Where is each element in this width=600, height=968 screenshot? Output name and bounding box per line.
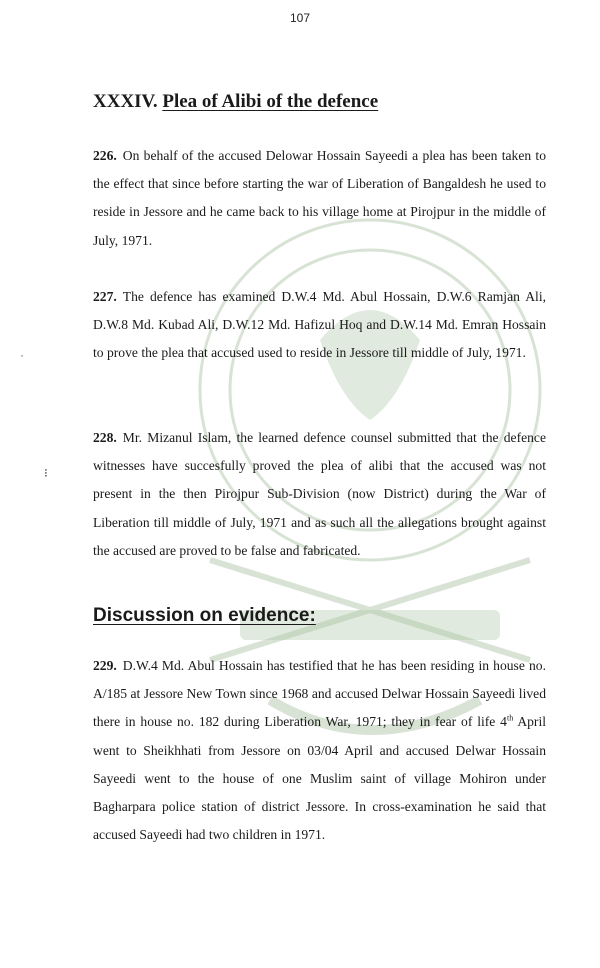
paragraph-number: 228. [93, 430, 117, 445]
paragraph-number: 226. [93, 148, 117, 163]
paragraph-227 [93, 283, 546, 368]
superscript: th [506, 713, 514, 723]
section-roman: XXXIV. [93, 91, 158, 112]
discussion-heading: Discussion on evidence: [93, 605, 316, 626]
scan-mark: ⁝ [44, 466, 48, 480]
page-number: 107 [289, 11, 311, 25]
scan-mark: ˙ [20, 352, 24, 366]
paragraph-text: The defence has examined D.W.4 Md. Abul Hossain, D.W.6 Ramjan Ali, D.W.8 Md. Kubad Ali, D.W.12 Md. Hafizul Hoq and D.W.14 Md. Emran Hossain to prove the plea that accused used to reside in Jessore till middle of July, 1971. [93, 289, 546, 361]
paragraph-text: D.W.4 Md. Abul Hossain has testified that he has been residing in house no. A/185 at Jessore New Town since 1968 and accused Delwar Hossain Sayeedi lived there in house no. 182 during Liberation War, 1971; they in fear of life 4 [93, 658, 546, 730]
paragraph-number: 227. [93, 289, 117, 304]
paragraph-text: Mr. Mizanul Islam, the learned defence counsel submitted that the defence witnesses have succesfully proved the plea of alibi that the accused was not present in the then Pirojpur Sub-Division (now District) during the War of Liberation till middle of July, 1971 and as such all the allegations brought against the accused are proved to be false and fabricated. [93, 430, 546, 558]
paragraph-text-cont: April went to Sheikhhati from Jessore on 03/04 April and accused Delwar Hossain Sayeedi went to the house of one Muslim saint of village Mohiron under Bagharpara police station of district Jessore. In cross-examination he said that accused Sayeedi had two children in 1971. [93, 714, 547, 843]
paragraph-number: 229. [93, 658, 117, 673]
section-heading [93, 91, 378, 113]
paragraph-229 [93, 652, 546, 849]
section-title: Plea of Alibi of the defence [162, 91, 379, 112]
paragraph-text: On behalf of the accused Delowar Hossain Sayeedi a plea has been taken to the effect that since before starting the war of Liberation of Bangaldesh he used to reside in Jessore and he came back to his village home at Pirojpur in the middle of July, 1971. [93, 148, 546, 248]
paragraph-228 [93, 424, 546, 565]
paragraph-226 [93, 142, 546, 255]
